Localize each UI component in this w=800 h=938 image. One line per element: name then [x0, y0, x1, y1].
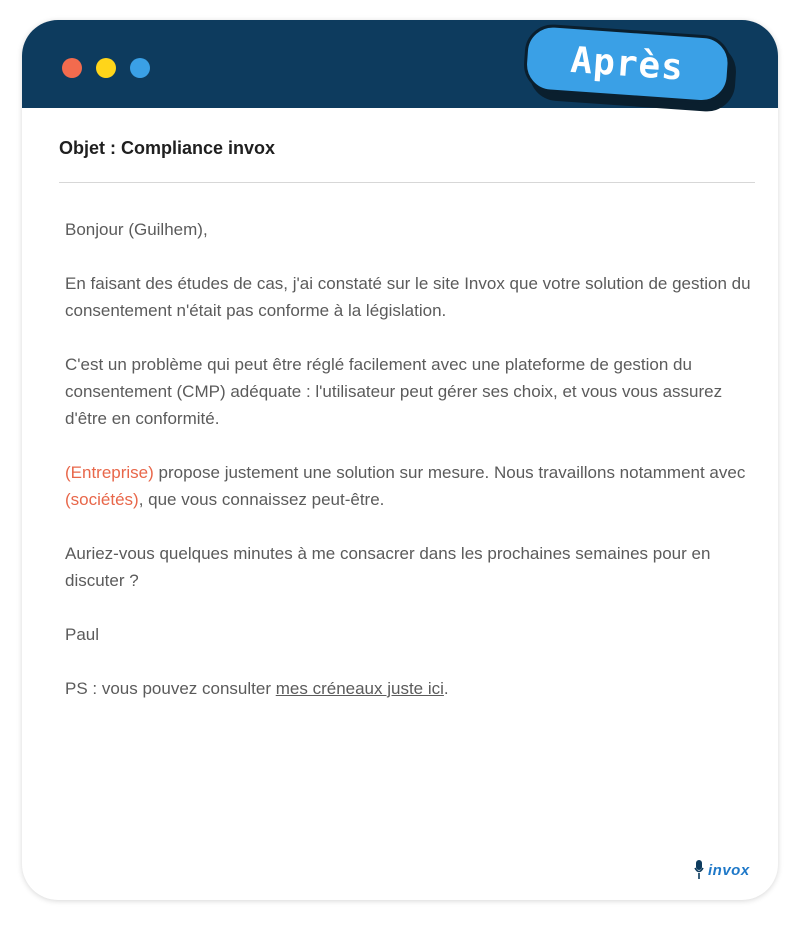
microphone-icon: [694, 860, 704, 880]
paragraph-3-text-2: , que vous connaissez peut-être.: [138, 490, 385, 509]
email-signature: Paul: [65, 625, 100, 644]
invox-logo: [694, 860, 750, 880]
email-greeting: Bonjour (Guilhem),: [65, 220, 208, 239]
after-badge-label: Après: [522, 23, 732, 105]
email-paragraph-1: En faisant des études de cas, j'ai constaté sur le site Invox que votre solution de gestion du consentement n'était pas conforme à la législation.: [65, 274, 751, 320]
email-ps: [65, 675, 765, 702]
minimize-dot-icon[interactable]: [96, 58, 116, 78]
company-placeholder: (Entreprise): [65, 463, 154, 482]
maximize-dot-icon[interactable]: [130, 58, 150, 78]
ps-end: .: [443, 679, 449, 698]
subject-divider: [59, 182, 755, 183]
email-paragraph-2: C'est un problème qui peut être réglé facilement avec une plateforme de gestion du consentement (CMP) adéquate : l'utilisateur peut gérer ses choix, et vous vous assurez d'être en conformité.: [65, 355, 723, 428]
after-badge: [522, 23, 739, 114]
calendar-link[interactable]: mes créneaux juste ici: [275, 679, 444, 698]
ps-text: PS : vous pouvez consulter: [65, 679, 276, 698]
email-body: [65, 216, 765, 729]
paragraph-3-text-1: propose justement une solution sur mesure. Nous travaillons notamment avec: [153, 463, 746, 482]
email-subject: Objet : Compliance invox: [59, 138, 276, 158]
email-paragraph-3: [65, 459, 765, 513]
email-paragraph-4: Auriez-vous quelques minutes à me consacrer dans les prochaines semaines pour en discuter ?: [65, 544, 711, 590]
close-dot-icon[interactable]: [62, 58, 82, 78]
logo-text: invox: [708, 861, 750, 879]
clients-placeholder: (sociétés): [65, 490, 139, 509]
email-card: [22, 20, 778, 900]
